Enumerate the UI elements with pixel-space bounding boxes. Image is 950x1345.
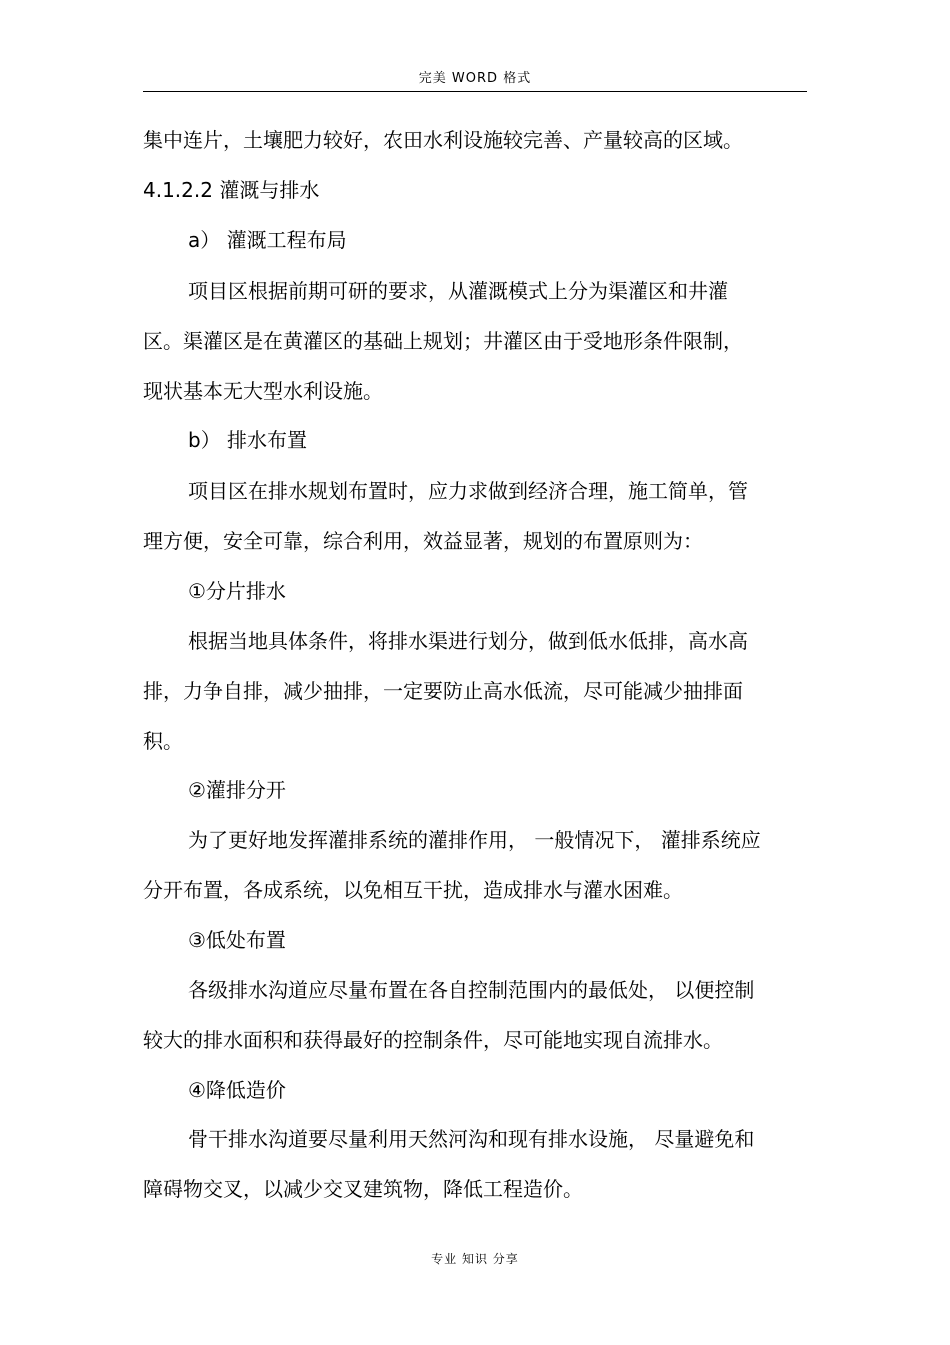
- paragraph-line: 骨干排水沟道要尽量利用天然河沟和现有排水设施， 尽量避免和: [188, 1127, 755, 1151]
- subheading-irrigation-layout: a） 灌溉工程布局: [188, 228, 347, 252]
- paragraph-line: 积。: [143, 729, 183, 753]
- paragraph-line: 各级排水沟道应尽量布置在各自控制范围内的最低处， 以便控制: [188, 978, 755, 1002]
- paragraph-continuation: 集中连片，土壤肥力较好，农田水利设施较完善、产量较高的区域。: [143, 128, 743, 152]
- paragraph-line: 根据当地具体条件，将排水渠进行划分，做到低水低排，高水高: [188, 629, 748, 653]
- paragraph-line: 分开布置，各成系统，以免相互干扰，造成排水与灌水困难。: [143, 878, 683, 902]
- paragraph-line: 区。渠灌区是在黄灌区的基础上规划；井灌区由于受地形条件限制，: [143, 329, 743, 353]
- principle-heading-4: ④降低造价: [188, 1078, 286, 1102]
- paragraph-line: 为了更好地发挥灌排系统的灌排作用， 一般情况下， 灌排系统应: [188, 828, 761, 852]
- paragraph-line: 较大的排水面积和获得最好的控制条件，尽可能地实现自流排水。: [143, 1028, 723, 1052]
- paragraph-line: 障碍物交叉，以减少交叉建筑物，降低工程造价。: [143, 1177, 583, 1201]
- paragraph-line: 排，力争自排，减少抽排，一定要防止高水低流，尽可能减少抽排面: [143, 679, 743, 703]
- paragraph-line: 项目区根据前期可研的要求，从灌溉模式上分为渠灌区和井灌: [188, 279, 728, 303]
- paragraph-line: 理方便，安全可靠，综合利用，效益显著，规划的布置原则为：: [143, 529, 703, 553]
- paragraph-line: 项目区在排水规划布置时，应力求做到经济合理，施工简单，管: [188, 479, 748, 503]
- principle-heading-2: ②灌排分开: [188, 778, 286, 802]
- header-divider: [143, 91, 807, 92]
- page-header: 完美 WORD 格式: [418, 71, 532, 86]
- paragraph-line: 现状基本无大型水利设施。: [143, 379, 383, 403]
- principle-heading-1: ①分片排水: [188, 579, 286, 603]
- page-footer: 专业 知识 分享: [431, 1252, 519, 1266]
- principle-heading-3: ③低处布置: [188, 928, 286, 952]
- section-heading: 4.1.2.2 灌溉与排水: [143, 178, 320, 202]
- subheading-drainage-layout: b） 排水布置: [188, 428, 308, 452]
